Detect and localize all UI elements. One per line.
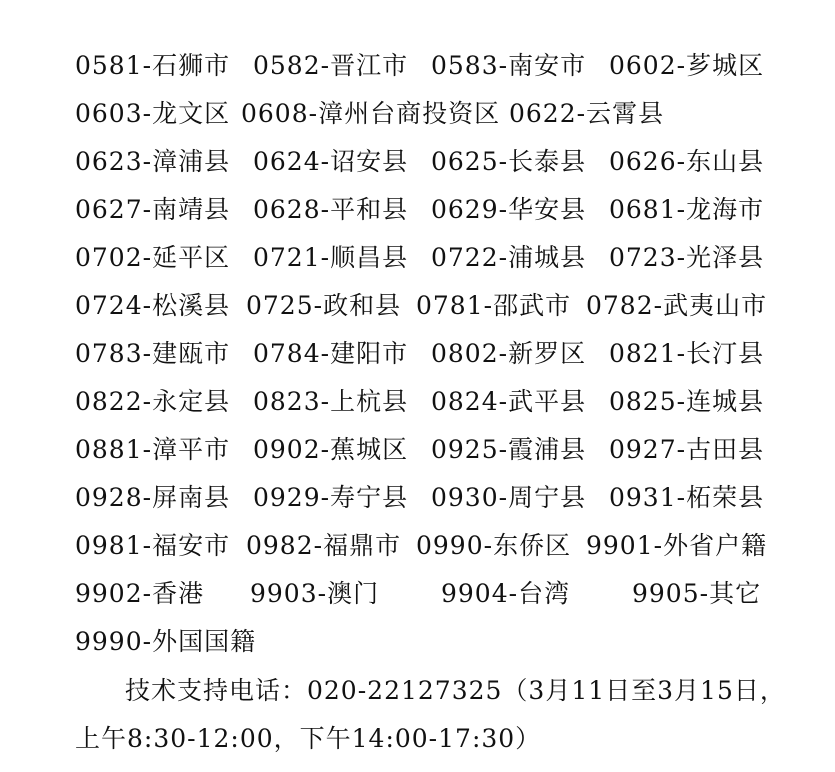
region-code-entry: 0981-福安市 <box>75 531 231 560</box>
code-row <box>75 432 795 468</box>
code-row <box>75 480 795 516</box>
region-code-entry: 0784-建阳市 <box>253 339 409 368</box>
region-code-entry: 9903-澳门 <box>250 579 380 608</box>
support-phone-line: 技术支持电话：020-22127325（3月11日至3月15日， <box>125 676 786 705</box>
region-code-entry: 0681-龙海市 <box>609 195 765 224</box>
region-code-entry: 0722-浦城县 <box>431 243 587 272</box>
region-code-entry: 0723-光泽县 <box>609 243 765 272</box>
region-code-entry: 0929-寿宁县 <box>253 483 409 512</box>
region-code-entry: 0927-古田县 <box>609 435 765 464</box>
region-code-entry: 0725-政和县 <box>246 291 402 320</box>
code-row <box>75 48 795 84</box>
region-code-entry: 0622-云霄县 <box>509 99 665 128</box>
region-code-entry: 0930-周宁县 <box>431 483 587 512</box>
region-code-entry: 0902-蕉城区 <box>253 435 409 464</box>
region-code-entry: 0624-诏安县 <box>253 147 409 176</box>
region-code-entry: 0823-上杭县 <box>253 387 409 416</box>
code-row <box>75 96 795 132</box>
region-code-entry: 9902-香港 <box>75 579 205 608</box>
region-code-entry: 9901-外省户籍 <box>586 531 768 560</box>
region-code-entry: 0724-松溪县 <box>75 291 231 320</box>
region-code-entry: 0608-漳州台商投资区 <box>241 99 501 128</box>
region-code-entry: 0582-晋江市 <box>253 51 409 80</box>
region-code-entry: 0625-长泰县 <box>431 147 587 176</box>
region-code-entry: 0721-顺昌县 <box>253 243 409 272</box>
code-row <box>75 240 795 276</box>
region-code-entry: 0928-屏南县 <box>75 483 231 512</box>
region-code-entry: 0802-新罗区 <box>431 339 587 368</box>
code-row <box>75 384 795 420</box>
code-row <box>75 528 795 564</box>
region-code-entry: 0783-建瓯市 <box>75 339 231 368</box>
code-row <box>75 624 795 660</box>
region-code-entry: 9904-台湾 <box>441 579 571 608</box>
region-code-entry: 0825-连城县 <box>609 387 765 416</box>
region-code-entry: 0626-东山县 <box>609 147 765 176</box>
region-code-entry: 0824-武平县 <box>431 387 587 416</box>
region-code-entry: 0702-延平区 <box>75 243 231 272</box>
region-code-entry: 0781-邵武市 <box>416 291 572 320</box>
region-code-entry: 0822-永定县 <box>75 387 231 416</box>
region-code-entry: 0583-南安市 <box>431 51 587 80</box>
code-row <box>75 336 795 372</box>
region-code-entry: 9990-外国国籍 <box>75 627 257 656</box>
region-code-entry: 0881-漳平市 <box>75 435 231 464</box>
region-code-entry: 9905-其它 <box>632 579 762 608</box>
region-code-entry: 0990-东侨区 <box>416 531 572 560</box>
code-row <box>75 192 795 228</box>
region-code-entry: 0982-福鼎市 <box>246 531 402 560</box>
region-code-entry: 0602-芗城区 <box>609 51 765 80</box>
code-row <box>75 288 795 324</box>
region-code-entry: 0782-武夷山市 <box>586 291 768 320</box>
region-code-entry: 0629-华安县 <box>431 195 587 224</box>
region-code-entry: 0821-长汀县 <box>609 339 765 368</box>
support-hours-line: 上午8:30-12:00，下午14:00-17:30） <box>75 724 542 753</box>
region-code-entry: 0581-石狮市 <box>75 51 231 80</box>
code-row <box>75 576 795 612</box>
region-code-entry: 0627-南靖县 <box>75 195 231 224</box>
code-row <box>75 144 795 180</box>
region-code-entry: 0623-漳浦县 <box>75 147 231 176</box>
region-code-entry: 0603-龙文区 <box>75 99 231 128</box>
region-code-entry: 0628-平和县 <box>253 195 409 224</box>
region-code-entry: 0925-霞浦县 <box>431 435 587 464</box>
region-code-entry: 0931-柘荣县 <box>609 483 765 512</box>
